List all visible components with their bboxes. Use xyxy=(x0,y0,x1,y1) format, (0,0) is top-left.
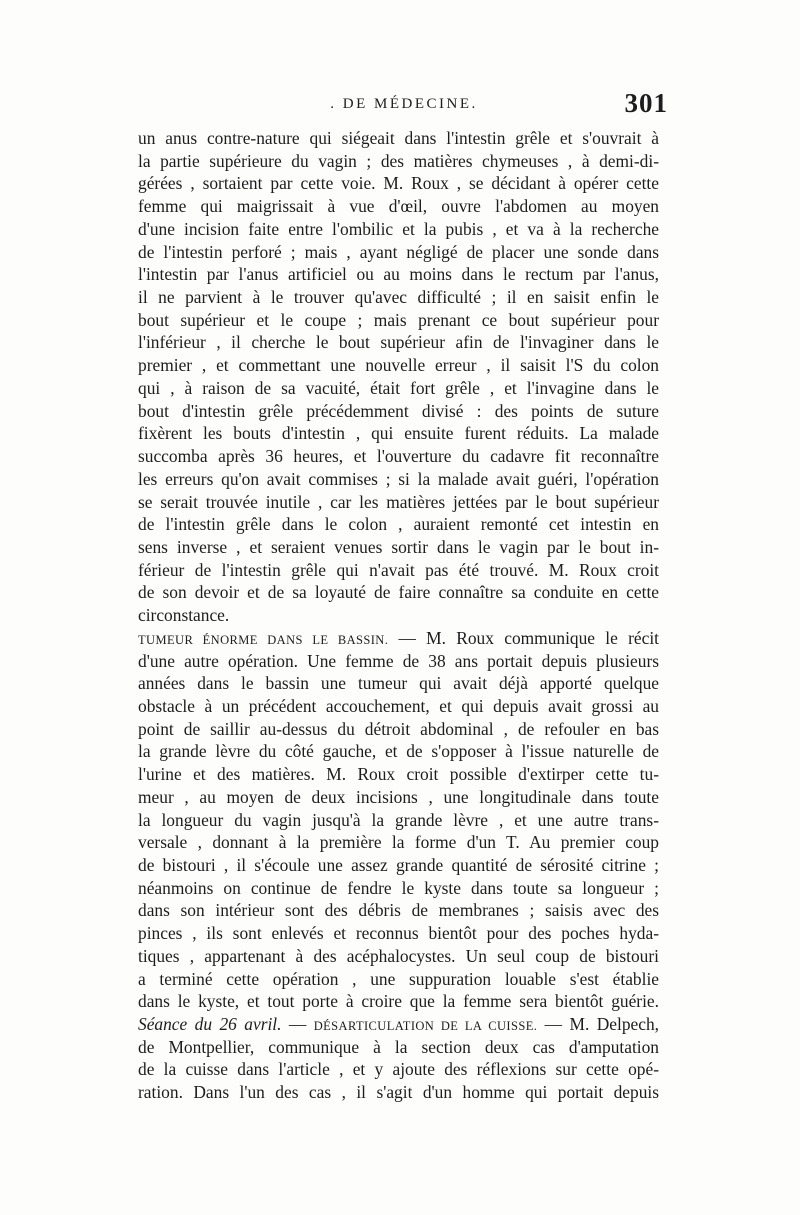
text-line: ration. Dans l'un des cas , il s'agit d'un homme qui portait depuis xyxy=(138,1082,659,1103)
running-head: . DE MÉDECINE. xyxy=(330,96,478,112)
text-line: d'une incision faite entre l'ombilic et la pubis , et va à la recherche xyxy=(138,218,659,239)
text-line: l'urine et des matières. M. Roux croit possible d'extirper cette tu- xyxy=(138,764,659,785)
text-line: de son devoir et de sa loyauté de faire connaître sa conduite en cette xyxy=(138,582,659,603)
text-line: la partie supérieure du vagin ; des matières chymeuses , à demi-di- xyxy=(138,150,659,171)
text-line: les erreurs qu'on avait commises ; si la malade avait guéri, l'opération xyxy=(138,468,659,489)
section-heading: DÉSARTICULATION DE LA CUISSE. xyxy=(313,1019,538,1034)
text-line: point de saillir au-dessus du détroit abdominal , de refouler en bas xyxy=(138,718,659,739)
page-number: 301 xyxy=(624,88,668,118)
text-line: férieur de l'intestin grêle qui n'avait pas été trouvé. M. Roux croit xyxy=(138,559,659,580)
text-line: néanmoins on continue de fendre le kyste dans toute sa longueur ; xyxy=(138,877,659,898)
text-line: succomba après 36 heures, et l'ouverture du cadavre fit reconnaître xyxy=(138,446,659,467)
text-line: Séance du 26 avril. — DÉSARTICULATION DE LA CUISSE. — M. Delpech, xyxy=(138,1014,660,1035)
text-line: la grande lèvre du côté gauche, et de s'opposer à l'issue naturelle de xyxy=(138,741,659,762)
body-text xyxy=(138,127,659,1104)
text-line: de la cuisse dans l'article , et y ajoute des réflexions sur cette opé- xyxy=(138,1059,659,1080)
text-line: a terminé cette opération , une suppuration louable s'est établie xyxy=(138,968,659,989)
text-line: se serait trouvée inutile , car les matières jettées par le bout supérieur xyxy=(138,491,659,512)
text-line: de l'intestin perforé ; mais , ayant négligé de placer une sonde dans xyxy=(138,241,659,262)
section-heading: TUMEUR ÉNORME DANS LE BASSIN. xyxy=(138,632,389,647)
text-line: gérées , sortaient par cette voie. M. Roux , se décidant à opérer cette xyxy=(138,173,659,194)
text-line: bout supérieur et le coupe ; mais prenant ce bout supérieur pour xyxy=(138,309,659,330)
text-line: TUMEUR ÉNORME DANS LE BASSIN. — M. Roux communique le récit xyxy=(138,627,660,648)
text-line: il ne parvient à le trouver qu'avec difficulté ; il en saisit enfin le xyxy=(138,287,659,308)
text-line: l'inférieur , il cherche le bout supérieur afin de l'invaginer dans le xyxy=(138,332,659,353)
text-line: la longueur du vagin jusqu'à la grande lèvre , et une autre trans- xyxy=(138,809,659,830)
text-line: premier , et commettant une nouvelle erreur , il saisit l'S du colon xyxy=(138,355,659,376)
text-line: d'une autre opération. Une femme de 38 ans portait depuis plusieurs xyxy=(138,650,659,671)
text-line: dans le kyste, et tout porte à croire que la femme sera bientôt guérie. xyxy=(138,991,659,1012)
text-line: sens inverse , et seraient venues sortir dans le vagin par le bout in- xyxy=(138,536,659,557)
text-line: fixèrent les bouts d'intestin , qui ensuite furent réduits. La malade xyxy=(138,423,659,444)
text-line: tiques , appartenant à des acéphalocystes. Un seul coup de bistouri xyxy=(138,945,659,966)
text-line: meur , au moyen de deux incisions , une longitudinale dans toute xyxy=(138,786,659,807)
text-line: pinces , ils sont enlevés et reconnus bientôt pour des poches hyda- xyxy=(138,923,659,944)
text-line: de bistouri , il s'écoule une assez grande quantité de sérosité citrine ; xyxy=(138,855,659,875)
text-line: bout d'intestin grêle précédemment divisé : des points de suture xyxy=(138,400,659,421)
text-line: femme qui maigrissait à vue d'œil, ouvre l'abdomen au moyen xyxy=(138,196,659,217)
page-header xyxy=(138,88,670,128)
text-line: l'intestin par l'anus artificiel ou au moins dans le rectum par l'anus, xyxy=(138,264,659,285)
text-line: un anus contre-nature qui siégeait dans l'intestin grêle et s'ouvrait à xyxy=(138,128,659,148)
text-line: de l'intestin grêle dans le colon , auraient remonté cet intestin en xyxy=(138,514,659,535)
text-line: années dans le bassin une tumeur qui avait déjà apporté quelque xyxy=(138,673,659,694)
text-line: qui , à raison de sa vacuité, était fort grêle , et l'invagine dans le xyxy=(138,377,659,398)
text-line: de Montpellier, communique à la section deux cas d'amputation xyxy=(138,1036,659,1057)
session-date: Séance du 26 avril. xyxy=(138,1014,282,1035)
text-line: dans son intérieur sont des débris de membranes ; saisis avec des xyxy=(138,900,659,921)
text-line: versale , donnant à la première la forme d'un T. Au premier coup xyxy=(138,832,659,853)
text-line: obstacle à un précédent accouchement, et qui depuis avait grossi au xyxy=(138,695,659,716)
text-line: circonstance. xyxy=(138,605,230,626)
